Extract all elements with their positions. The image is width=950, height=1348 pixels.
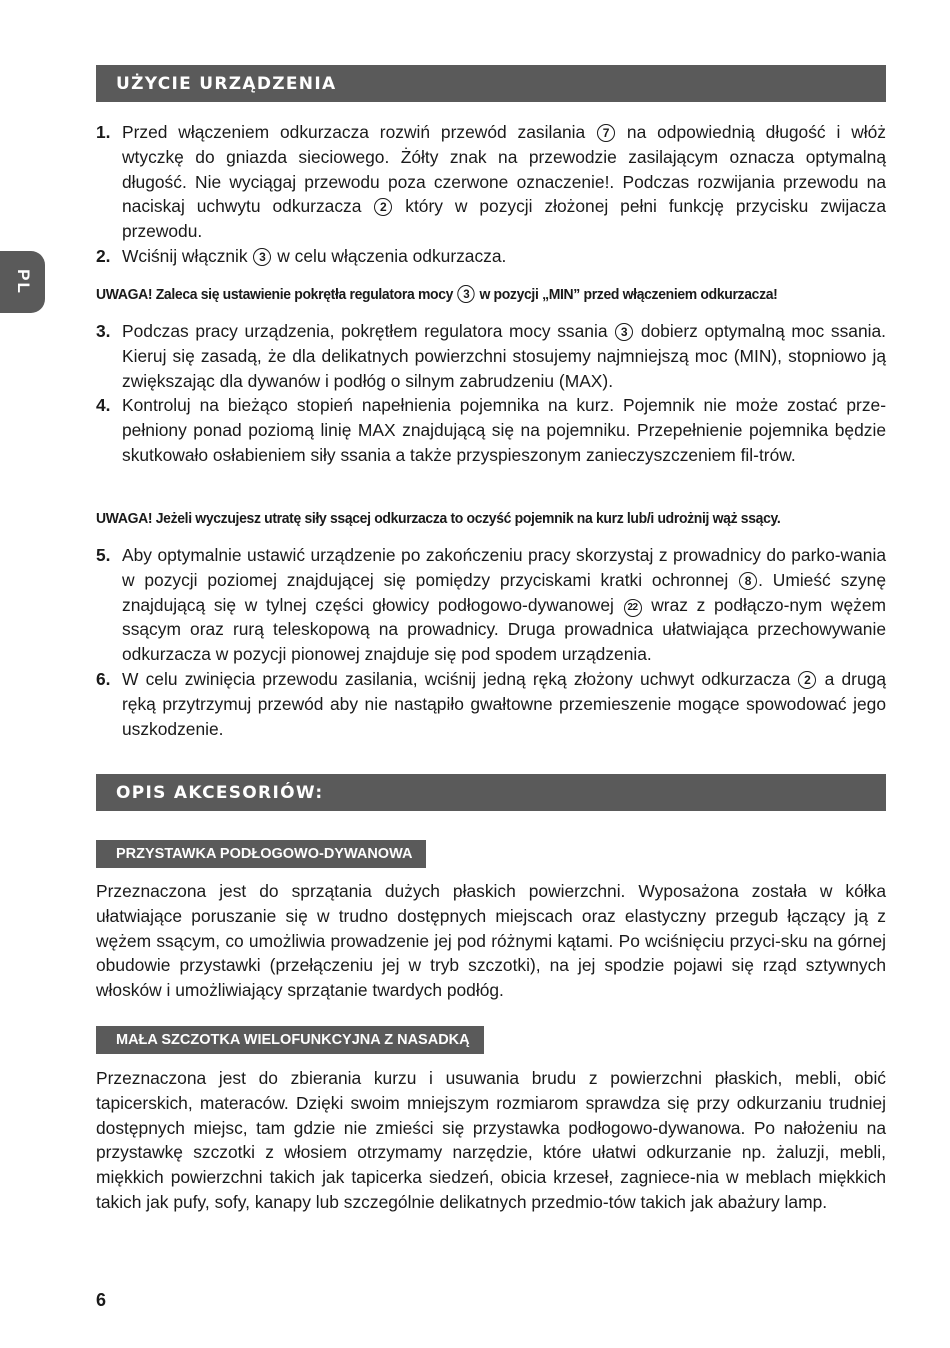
text-segment: w celu włączenia odkurzacza.	[272, 245, 507, 266]
step-number: 3.	[96, 321, 111, 341]
text-segment: a drugą ręką przytrzymuj przewód aby nie nastąpiło gwałtowne przemieszenie mogące spowodować jego uszkodzenie.	[122, 668, 886, 739]
floor-carpet-nozzle-description: Przeznaczona jest do sprzątania dużych płaskich powierzchni. Wyposażona została w kółka ułatwiające poruszanie się w trudno dostępnych miejscach oraz elastyczny przegub łączący ją z wężem ssącym, co umożliwia prowadzenie jej pod różnymi kątami. Po wciśnięciu przyci-sku na górnej obudowie przystawki (przełączeniu jej w tryb szczotki), na jej spodzie pojawi się rząd sztywnych włosków i umożliwiający sprzątanie twardych podłóg.	[96, 881, 886, 1001]
part-ref-badge: 8	[739, 572, 757, 590]
instruction-list-c	[96, 543, 886, 741]
text-segment: Przed włączeniem odkurzacza rozwiń przewód zasilania	[122, 122, 597, 142]
language-tab	[0, 251, 45, 313]
step-number: 5.	[96, 545, 111, 565]
warning-power-setting	[96, 285, 886, 305]
subheader-title: MAŁA SZCZOTKA WIELOFUNKCYJNA Z NASADKĄ	[116, 1032, 470, 1048]
instruction-step	[96, 244, 886, 269]
part-ref-badge: 2	[798, 671, 816, 689]
part-ref-badge: 7	[597, 124, 615, 142]
text-segment: wraz z podłączo-nym wężem ssącym oraz rurą teleskopową na prowadnicy. Druga prowadnica ułatwiająca przechowywanie odkurzacza w pozycji pionowej znajduje się pod spodem urządzenia.	[122, 594, 886, 665]
text-segment: W celu zwinięcia przewodu zasilania, wciśnij jedną ręką złożony uchwyt odkurzacza	[122, 668, 798, 689]
text-segment: który w pozycji złożonej pełni funkcję przycisku zwijacza przewodu.	[122, 196, 886, 242]
subheader-floor-carpet-nozzle	[96, 840, 426, 868]
step-number: 6.	[96, 668, 111, 689]
text-segment: Kontroluj na bieżąco stopień napełnienia pojemnika na kurz. Pojemnik nie może zostać prze-pełniony ponad poziomą linię MAX znajdującą się na pojemniku. Przepełnienie pojemnika będzie skutkowało osłabieniem siły ssania a także przyspieszonym zanieczyszczeniem fil-trów.	[122, 395, 886, 465]
text-segment: dobierz optymalną moc ssania. Kieruj się zasadą, że dla delikatnych powierzchni stosujemy najmniejszą moc (MIN), stopniowo ją zwiększając dla dywanów i podłóg o silnym zabrudzeniu (MAX).	[122, 321, 886, 391]
text-segment: na odpowiednią długość i włóż wtyczkę do gniazda sieciowego. Żółty znak na przewodzie zasilającym oznacza optymalną długość. Nie wyciągaj przewodu poza czerwone oznaczenie!. Podczas rozwijania przewodu na naciskaj uchwytu odkurzacza	[122, 122, 886, 217]
subheader-small-brush	[96, 1026, 484, 1054]
text-segment: UWAGA! Zaleca się ustawienie pokrętła regulatora mocy	[96, 287, 457, 303]
text-segment: . Umieść szynę znajdującą się w tylnej części głowicy podłogowo-dywanowej	[122, 569, 886, 615]
part-ref-badge: 2	[374, 198, 392, 216]
step-number: 1.	[96, 122, 111, 142]
section-header-accessories	[96, 774, 886, 811]
instruction-step	[96, 667, 886, 741]
part-ref-badge: 22	[624, 599, 642, 617]
part-ref-badge: 3	[253, 248, 271, 266]
instruction-step	[96, 393, 886, 467]
instruction-step	[96, 120, 886, 244]
step-number: 4.	[96, 395, 111, 416]
small-brush-description: Przeznaczona jest do zbierania kurzu i usuwania brudu z powierzchni płaskich, mebli, obić tapicerskich, materaców. Dzięki swoim mniejszym rozmiarom sprawdza się przy odkurzaniu trudniej dostępnych miejsc, tam gdzie nie zmieści się przystawka podłogowo-dywanowa. Po nałożeniu na przystawkę szczotki z włosiem otrzymamy narzędzie, które ułatwi odkurzanie np. żaluzji, mebli, miękkich powierzchni takich jak tapicerka siedzeń, obicia krzeseł, zagniece-nia w meblach miękkich takich jak pufy, sofy, kanapy lub szczególnie delikatnych przedmio-tów takich jak abażury lamp.	[96, 1068, 886, 1212]
language-tab-label: PL	[13, 269, 33, 295]
warning-suction-loss: UWAGA! Jeżeli wyczujesz utratę siły ssącej odkurzacza to oczyść pojemnik na kurz lub/i udrożnij wąż ssący.	[96, 511, 781, 527]
page-number: 6	[96, 1290, 107, 1310]
section-header-usage	[96, 65, 886, 102]
subheader-title: PRZYSTAWKA PODŁOGOWO-DYWANOWA	[116, 846, 413, 862]
instruction-step	[96, 319, 886, 393]
part-ref-badge: 3	[458, 285, 475, 303]
section-title-usage: UŻYCIE URZĄDZENIA	[116, 73, 337, 94]
instruction-step	[96, 543, 886, 667]
section-title-accessories: OPIS AKCESORIÓW:	[116, 782, 324, 803]
part-ref-badge: 3	[615, 323, 633, 341]
text-segment: Aby optymalnie ustawić urządzenie po zakończeniu pracy skorzystaj z prowadnicy do parko-wania w pozycji poziomej znajdującej się pomiędzy przyciskami kratki ochronnej	[122, 545, 886, 590]
instruction-list-b	[96, 319, 886, 468]
instruction-list-a	[96, 120, 886, 269]
text-segment: Wciśnij włącznik	[122, 245, 253, 266]
text-segment: w pozycji „MIN” przed włączeniem odkurzacza!	[475, 287, 778, 303]
step-number: 2.	[96, 245, 111, 266]
text-segment: Podczas pracy urządzenia, pokrętłem regulatora mocy ssania	[122, 321, 615, 341]
